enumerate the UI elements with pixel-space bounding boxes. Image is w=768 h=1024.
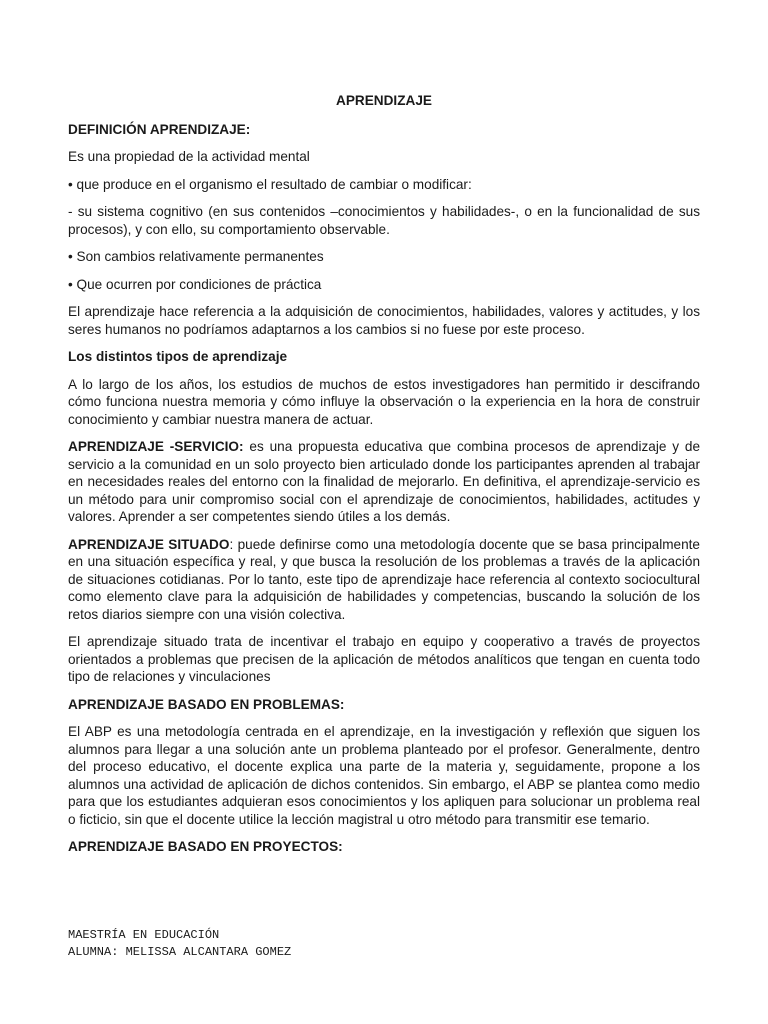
situado-paragraph	[68, 536, 700, 624]
proyectos-heading: APRENDIZAJE BASADO EN PROYECTOS:	[68, 839, 343, 854]
document-footer	[68, 927, 291, 961]
situado-label: APRENDIZAJE SITUADO	[68, 536, 230, 552]
definition-bullet-2: • Son cambios relativamente permanentes	[68, 249, 324, 264]
footer-program: MAESTRÍA EN EDUCACIÓN	[68, 928, 220, 942]
definition-bullet-3: • Que ocurren por condiciones de práctica	[68, 276, 322, 292]
servicio-paragraph	[68, 438, 700, 526]
servicio-label: APRENDIZAJE -SERVICIO:	[68, 439, 244, 454]
types-heading: Los distintos tipos de aprendizaje	[68, 349, 288, 364]
document-page	[68, 92, 700, 866]
servicio-text: es una propuesta educativa que combina procesos de aprendizaje y de servicio a la comunidad en un solo proyecto bien articulado donde los participantes aprenden al trabajar en necesidades reales del entorno con la finalidad de mejorarlo. En definitiva, el aprendizaje-servicio es un método para unir compromiso social con el aprendizaje de conocimientos, habilidades, actitudes y valores. Aprender a ser competentes siendo útiles a los demás.	[68, 439, 700, 524]
definition-heading: DEFINICIÓN APRENDIZAJE:	[68, 121, 251, 137]
definition-dash-item: - su sistema cognitivo (en sus contenidos –conocimientos y habilidades-, o en la funcionalidad de sus procesos), y con ello, su comportamiento observable.	[68, 204, 700, 237]
footer-student: ALUMNA: MELISSA ALCANTARA GOMEZ	[68, 945, 292, 959]
document-title: APRENDIZAJE	[336, 93, 432, 108]
definition-summary: El aprendizaje hace referencia a la adquisición de conocimientos, habilidades, valores y actitudes, y los seres humanos no podríamos adaptarnos a los cambios si no fuese por este proceso.	[68, 304, 700, 337]
situado-text: : puede definirse como una metodología docente que se basa principalmente en una situación específica y real, y que busca la resolución de los problemas a través de la aplicación de situaciones cotidianas. Por lo tanto, este tipo de aprendizaje hace referencia al contexto sociocultural como elemento clave para la adquisición de habilidades y competencias, buscando la solución de los retos diarios siempre con una visión colectiva.	[68, 536, 700, 622]
types-intro: A lo largo de los años, los estudios de muchos de estos investigadores han permitido ir descifrando cómo funciona nuestra memoria y cómo influye la observación o la experiencia en la hora de construir conocimiento y cambiar nuestra manera de actuar.	[68, 376, 700, 427]
problemas-heading: APRENDIZAJE BASADO EN PROBLEMAS:	[68, 696, 345, 712]
problemas-text: El ABP es una metodología centrada en el aprendizaje, en la investigación y reflexión que siguen los alumnos para llegar a una solución ante un problema planteado por el profesor. Generalmente, dentro del proceso educativo, el docente explica una parte de la materia y, seguidamente, propone a los alumnos una actividad de aplicación de dichos contenidos. Sin embargo, el ABP se plantea como medio para que los estudiantes adquieran esos conocimientos y los apliquen para solucionar un problema real o ficticio, sin que el docente utilice la lección magistral u otro método para transmitir ese temario.	[68, 724, 700, 827]
definition-intro: Es una propiedad de la actividad mental	[68, 149, 310, 164]
definition-bullet-1: • que produce en el organismo el resultado de cambiar o modificar:	[68, 176, 472, 192]
situado-paragraph-2: El aprendizaje situado trata de incentivar el trabajo en equipo y cooperativo a través de proyectos orientados a problemas que precisen de la aplicación de métodos analíticos que tengan en cuenta todo tipo de relaciones y vinculaciones	[68, 634, 700, 684]
